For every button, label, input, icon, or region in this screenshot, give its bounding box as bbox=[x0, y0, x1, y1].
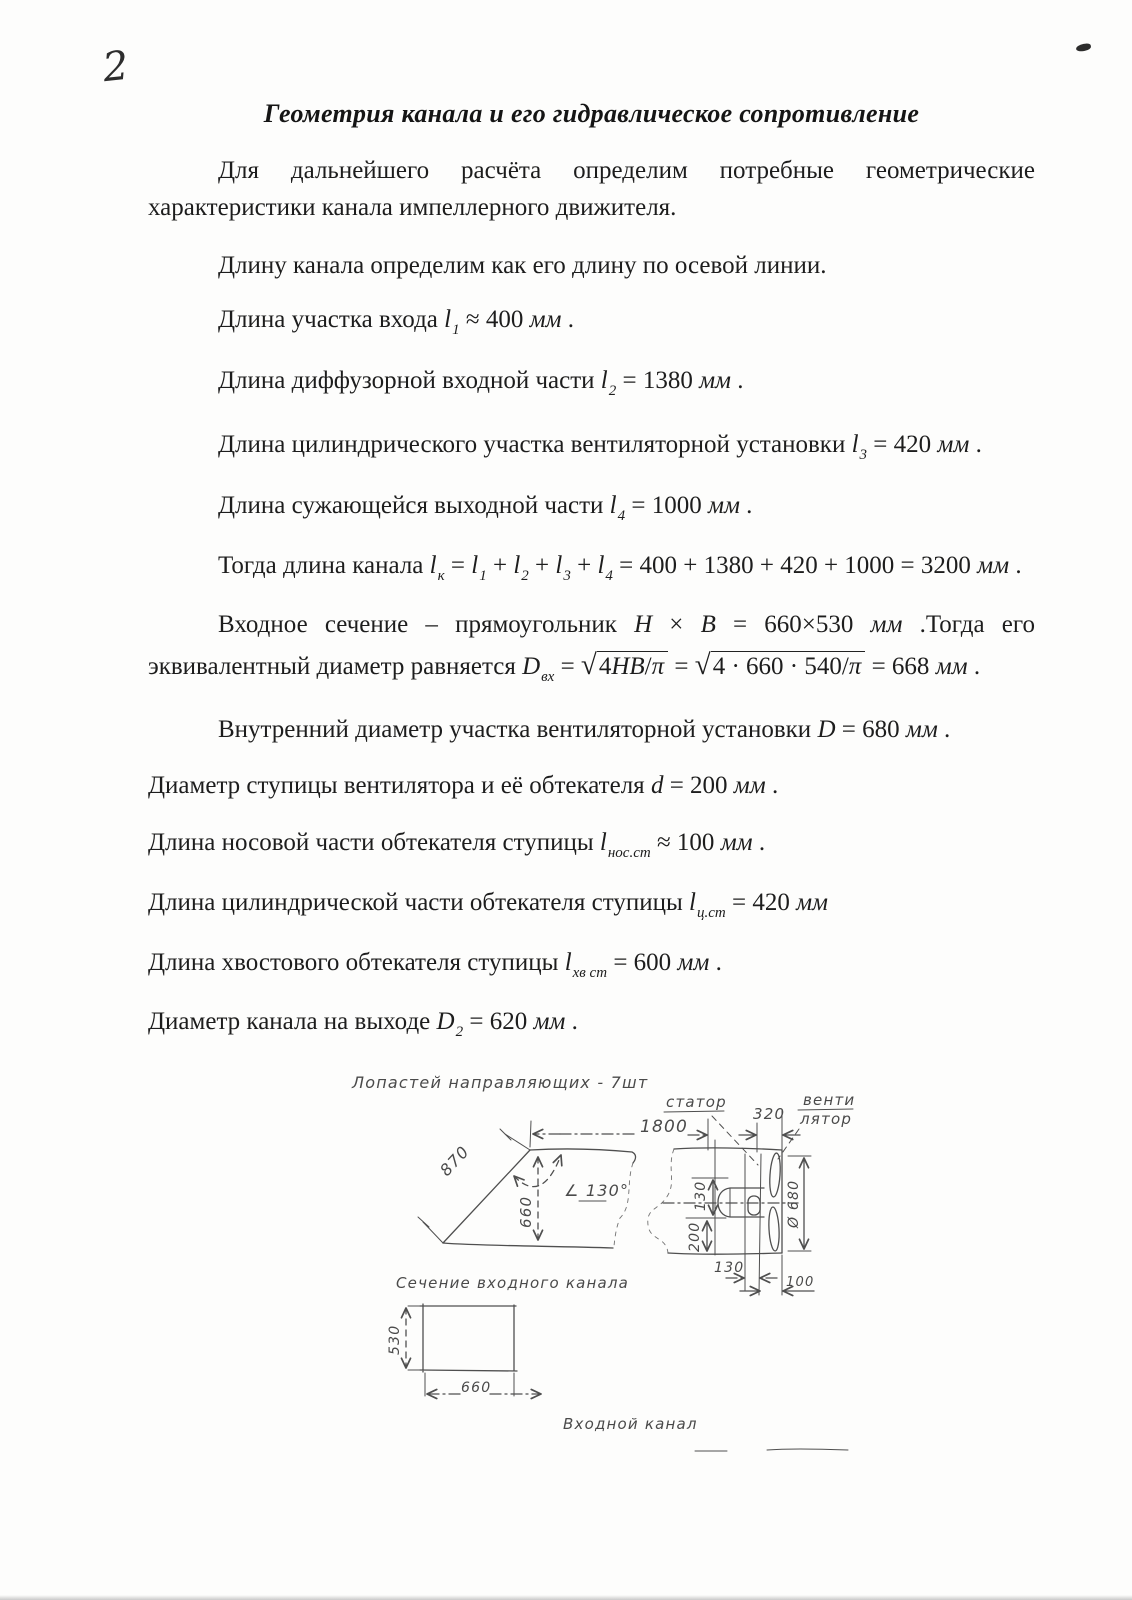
fan-label-line1: венти bbox=[803, 1091, 856, 1109]
fan-leader-line bbox=[778, 1129, 799, 1159]
ink-smudge bbox=[1076, 43, 1092, 52]
diagram-vanes-note: Лопастей направляющих - 7шт bbox=[352, 1073, 649, 1092]
paragraph-hub-nose: Длина носовой части обтекателя ступицы $l_{нос.ст} \approx 100$ мм . bbox=[148, 829, 766, 861]
break-line bbox=[614, 1163, 633, 1246]
duct-bottom-edge bbox=[443, 1243, 613, 1248]
page-number: 2 bbox=[100, 42, 131, 92]
paragraph-fan-diameter: Внутренний диаметр участка вентиляторной установки D = 680 мм . bbox=[218, 716, 951, 743]
caption-dashes bbox=[695, 1449, 848, 1451]
dim-section-width-660: 660 bbox=[461, 1380, 492, 1396]
stator-vane-line bbox=[759, 1154, 761, 1295]
section-view bbox=[387, 1274, 629, 1396]
duct-sketch bbox=[330, 1055, 1030, 1465]
dim-duct-diameter-680: Ø 680 bbox=[786, 1179, 802, 1228]
paragraph-inlet-section bbox=[148, 604, 1035, 687]
dim-fan-gap-100: 100 bbox=[786, 1275, 815, 1290]
stator-label: статор bbox=[666, 1093, 727, 1111]
fan-blade-upper bbox=[768, 1153, 781, 1198]
label-underline bbox=[664, 1111, 724, 1112]
inlet-side-view bbox=[418, 1129, 636, 1248]
dim-1800 bbox=[530, 1117, 708, 1150]
fan-blade-lower bbox=[768, 1207, 780, 1251]
dim-hub-radial-130: 130 bbox=[693, 1180, 709, 1211]
dim-top-length-1800: 1800 bbox=[640, 1117, 689, 1137]
paragraph-intro bbox=[148, 152, 1035, 226]
dim-extension bbox=[423, 1134, 530, 1243]
text-line: характеристики канала импеллерного движителя. bbox=[148, 194, 677, 221]
paragraph-hub-diameter: Диаметр ступицы вентилятора и её обтекателя d = 200 мм . bbox=[148, 772, 779, 799]
paragraph-cyl-length: Длина цилиндрического участка вентиляторной установки $l_3 = 420$ мм . bbox=[218, 431, 982, 463]
angle-label-130: ∠ 130° bbox=[564, 1181, 630, 1200]
paragraph-total-length: Тогда длина канала $l_к = l_1 + l_2 + l_3 + l_4 = 400 + 1380 + 420 + 1000 = 3200$ мм . bbox=[218, 552, 1022, 584]
fan-label-line2: лятор bbox=[800, 1110, 853, 1128]
section-rect bbox=[420, 1304, 517, 1372]
dim-section-height-530: 530 bbox=[387, 1324, 403, 1355]
paragraph-inlet-length: Длина участка входа $l_1 \approx 400$ мм . bbox=[218, 306, 574, 338]
stator-leader-line bbox=[712, 1116, 758, 1165]
document-title: Геометрия канала и его гидравлическое сопротивление bbox=[263, 99, 920, 128]
hub-shaft bbox=[748, 1196, 760, 1215]
duct-bottom-edge bbox=[668, 1253, 782, 1254]
scan-shadow bbox=[0, 1595, 1132, 1600]
paragraph-axis-line: Длину канала определим как его длину по осевой линии. bbox=[218, 252, 827, 279]
break-line bbox=[648, 1149, 674, 1253]
dim-fan-section-320: 320 bbox=[753, 1105, 786, 1123]
dim-hub-diameter-200: 200 bbox=[687, 1221, 703, 1252]
dim-slant-870: 870 bbox=[436, 1141, 474, 1180]
paragraph-outlet-length: Длина сужающейся выходной части $l_4 = 1000$ мм . bbox=[218, 492, 753, 524]
dim-inlet-height-660: 660 bbox=[517, 1195, 535, 1228]
inlet-caption: Входной канал bbox=[563, 1415, 698, 1433]
duct-top-edge bbox=[530, 1149, 636, 1163]
dim-extension bbox=[530, 1121, 531, 1147]
text-line: Входное сечение – прямоугольник H × B = 660×530 мм .Тогда его bbox=[218, 611, 1035, 638]
dim-stator-chord-130: 130 bbox=[714, 1260, 745, 1276]
paragraph-diffuser-length: Длина диффузорной входной части $l_2 = 1380$ мм . bbox=[218, 367, 744, 399]
text-line: эквивалентный диаметр равняется $D_{вх} = √4HB/\pi = √4 \cdot 660 \cdot 540/\pi = 668$ мм . bbox=[148, 649, 981, 685]
paragraph-hub-cyl: Длина цилиндрической части обтекателя ступицы $l_{ц.ст} = 420$ мм bbox=[148, 889, 828, 921]
paragraph-outlet-diameter: Диаметр канала на выходе $D_2 = 620$ мм . bbox=[148, 1008, 578, 1040]
paragraph-hub-tail: Длина хвостового обтекателя ступицы $l_{хв ст} = 600$ мм . bbox=[148, 949, 722, 981]
dim-tick bbox=[418, 1129, 511, 1227]
duct-top-edge bbox=[674, 1148, 782, 1150]
dim-320 bbox=[739, 1105, 800, 1152]
text-line: Для дальнейшего расчёта определим потребные геометрические bbox=[218, 157, 1035, 184]
section-caption: Сечение входного канала bbox=[396, 1274, 630, 1292]
